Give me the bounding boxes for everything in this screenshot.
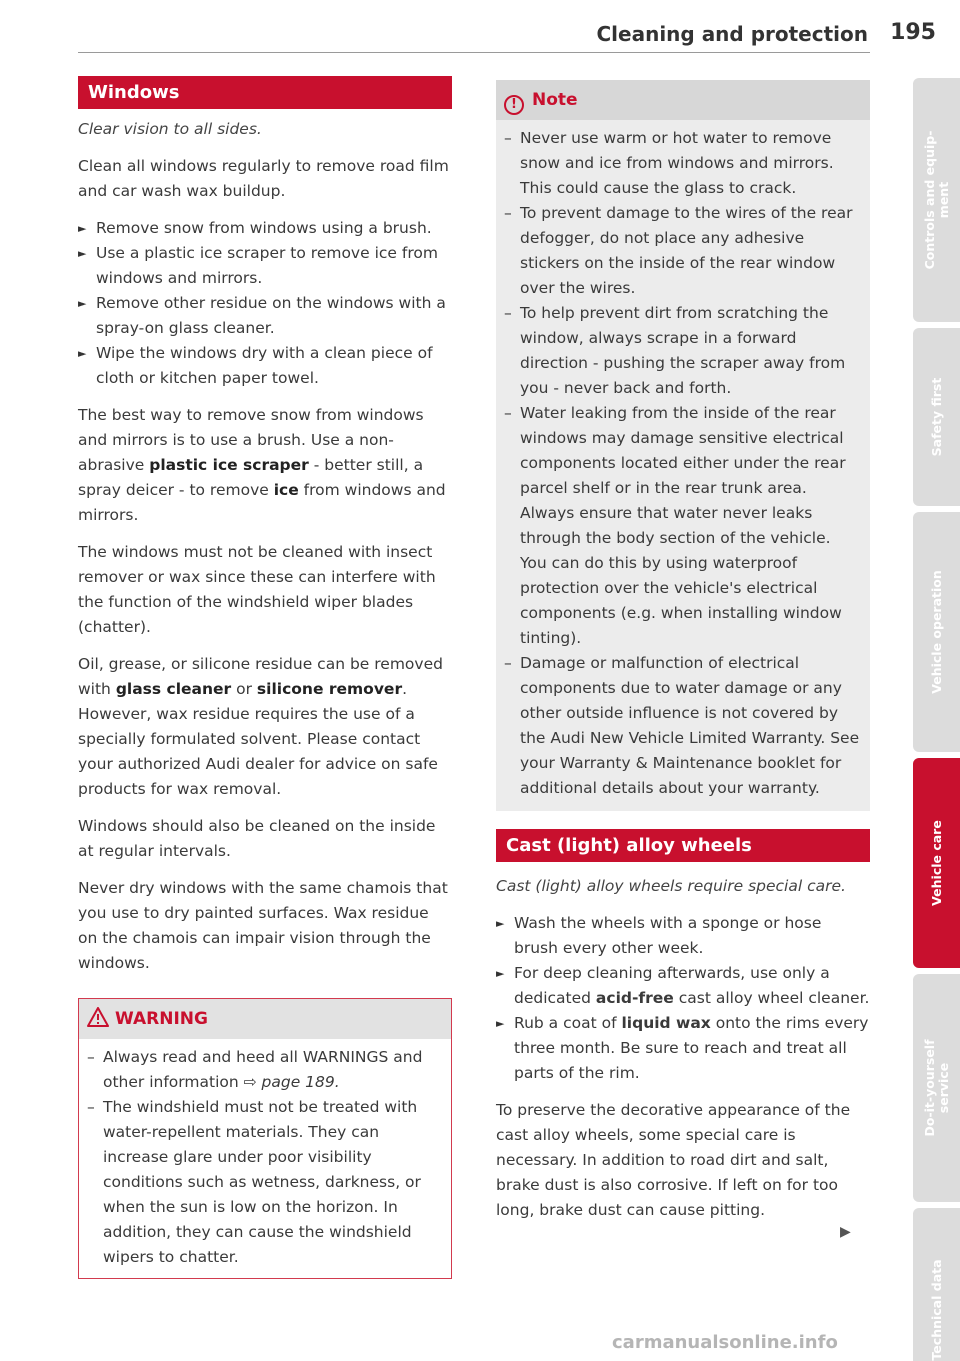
note-list: [502, 126, 860, 801]
list-item: – To help prevent dirt from scratching the window, always scrape in a forward direction - pushing the scraper away from you - never back and forth.: [504, 304, 846, 397]
list-item: ► Remove snow from windows using a brush.: [78, 216, 452, 241]
warning-triangle-icon: [87, 1007, 109, 1027]
list-item: – To prevent damage to the wires of the rear defogger, do not place any adhesive stickers on the inside of the rear window over the wires.: [504, 204, 853, 297]
warning-box: [78, 998, 452, 1279]
tab-label: Technical data: [928, 1259, 944, 1361]
note-box: [496, 80, 870, 811]
tab-label: Vehicle care: [928, 820, 944, 906]
list-item: ► For deep cleaning afterwards, use only a dedicated acid-free cast alloy wheel cleaner.: [496, 961, 870, 1011]
warning-label: WARNING: [115, 1009, 208, 1029]
list-item: ► Remove other residue on the windows with a spray-on glass cleaner.: [78, 291, 452, 341]
continue-arrow-icon: ▶: [840, 1224, 851, 1240]
tab-label: Safety first: [928, 377, 944, 457]
note-label: Note: [532, 90, 578, 110]
list-item: – The windshield must not be treated with water-repellent materials. They can increase glare under poor visibility conditions such as wetness, darkness, or when the sun is low on the horizon. In addition, they can cause the windshield wipers to chatter.: [87, 1098, 421, 1266]
windows-paragraph-insect: The windows must not be cleaned with insect remover or wax since these can interfere with the function of the windshield wiper blades (chatter).: [78, 543, 436, 636]
tab-controls-and-equipment[interactable]: [913, 78, 960, 322]
list-item: – Never use warm or hot water to remove snow and ice from windows and mirrors. This could cause the glass to crack.: [504, 129, 834, 197]
wheels-steps: [496, 911, 870, 1086]
windows-paragraph-snow: The best way to remove snow from windows and mirrors is to use a brush. Use a non-abrasive plastic ice scraper - better still, a spray deicer - to remove ice from windows and mirrors.: [78, 406, 446, 524]
list-item: ► Use a plastic ice scraper to remove ice from windows and mirrors.: [78, 241, 452, 291]
arrow-right-icon: ►: [78, 347, 87, 360]
windows-steps: [78, 216, 452, 391]
wheels-paragraph: To preserve the decorative appearance of the cast alloy wheels, some special care is necessary. In addition to road dirt and salt, brake dust is also corrosive. If left on for too long, brake dust can cause pitting.: [496, 1101, 851, 1219]
tab-do-it-yourself-service[interactable]: [913, 974, 960, 1202]
arrow-right-icon: ►: [496, 917, 505, 930]
tab-label: Do-it-yourself service: [921, 1039, 951, 1137]
page-number: 195: [890, 20, 936, 45]
tab-label: Controls and equip- ment: [921, 130, 951, 270]
warning-header: [79, 999, 451, 1039]
tab-vehicle-care[interactable]: [913, 758, 960, 968]
page-reference-link[interactable]: ⇨ page 189.: [243, 1073, 340, 1091]
wheels-section-heading: Cast (light) alloy wheels: [496, 829, 870, 862]
warning-list: [85, 1045, 441, 1270]
info-circle-icon: !: [504, 95, 524, 115]
windows-paragraph-residue: Oil, grease, or silicone residue can be removed with glass cleaner or silicone remover. However, wax residue requires the use of a specially formulated solvent. Please contact your authorized Audi dealer for advice on safe products for wax removal.: [78, 655, 443, 798]
list-item: ► Rub a coat of liquid wax onto the rims every three month. Be sure to reach and treat all parts of the rim.: [496, 1011, 870, 1086]
tab-label: Vehicle operation: [928, 570, 944, 694]
windows-paragraph-chamois: Never dry windows with the same chamois that you use to dry painted surfaces. Wax residue on the chamois can impair vision through the windows.: [78, 879, 448, 972]
windows-section-heading: Windows: [78, 76, 452, 109]
list-item: – Water leaking from the inside of the rear windows may damage sensitive electrical components located either under the rear parcel shelf or in the rear trunk area. Always ensure that water never leaks through the body section of the vehicle. You can do this by using waterproof protection over the vehicle's electrical components (e.g. when installing window tinting).: [504, 404, 846, 647]
list-item: ► Wipe the windows dry with a clean piece of cloth or kitchen paper towel.: [78, 341, 452, 391]
arrow-right-icon: ►: [78, 247, 87, 260]
tab-safety-first[interactable]: [913, 328, 960, 506]
tab-technical-data[interactable]: [913, 1208, 960, 1361]
arrow-right-icon: ►: [496, 967, 505, 980]
list-item: – Damage or malfunction of electrical components due to water damage or any other outside influence is not covered by the Audi New Vehicle Limited Warranty. See your Warranty & Maintenance booklet for additional details about your warranty.: [504, 654, 860, 797]
tab-vehicle-operation[interactable]: [913, 512, 960, 752]
windows-paragraph-inside: Windows should also be cleaned on the inside at regular intervals.: [78, 817, 436, 860]
arrow-right-icon: ►: [78, 297, 87, 310]
watermark: carmanualsonline.info: [612, 1332, 838, 1353]
wheels-subtitle: Cast (light) alloy wheels require special care.: [496, 877, 846, 895]
list-item: ► Wash the wheels with a sponge or hose brush every other week.: [496, 911, 870, 961]
windows-subtitle: Clear vision to all sides.: [78, 120, 262, 138]
windows-intro: Clean all windows regularly to remove road film and car wash wax buildup.: [78, 157, 449, 200]
header-rule: [78, 52, 870, 53]
list-item: – Always read and heed all WARNINGS and other information ⇨ page 189.: [87, 1048, 423, 1091]
note-header: [496, 80, 870, 120]
running-header-title: Cleaning and protection: [596, 22, 868, 46]
arrow-right-icon: ►: [496, 1017, 505, 1030]
arrow-right-icon: ►: [78, 222, 87, 235]
